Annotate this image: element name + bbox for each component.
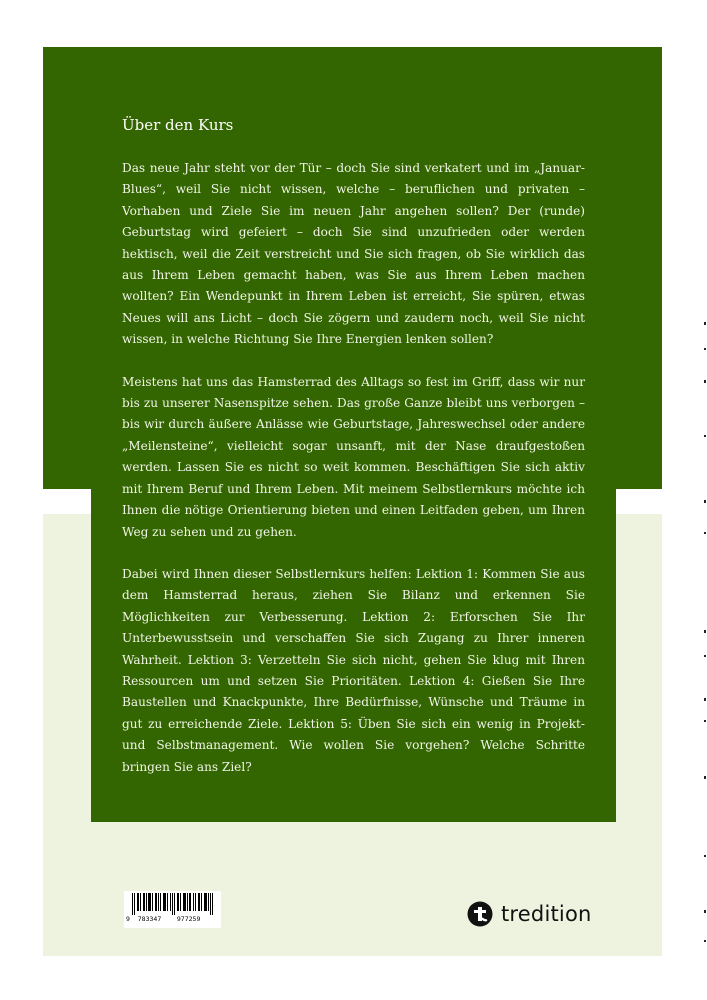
paragraph-1: Das neue Jahr steht vor der Tür – doch Sie sind verkatert und im „Januar-Blues“, weil Sie nicht wissen, welche – beruflichen und privaten – Vorhaben und Ziele Sie im neuen Jahr angehen sollen? Der (runde) Geburtstag wird gefeiert – doch Sie sind unzufrieden oder werden hektisch, weil die Zeit verstreicht und Sie sich fragen, ob Sie wirklich das aus Ihrem Leben gemacht haben, was Sie aus Ihrem Leben machen wollten? Ein Wendepunkt in Ihrem Leben ist erreicht, Sie spüren, etwas Neues will ans Licht – doch Sie zögern und zaudern noch, weil Sie nicht wissen, in welche Richtung Sie Ihre Energien lenken sollen? (122, 161, 585, 347)
tredition-logo-icon (467, 901, 493, 927)
barcode-group-2: 977259 (176, 915, 201, 923)
publisher-name: tredition (501, 902, 592, 926)
barcode-group-1: 783347 (137, 915, 162, 923)
paragraph-2: Meistens hat uns das Hamsterrad des Alltags so fest im Griff, dass wir nur bis zu unserer Nasenspitze sehen. Das große Ganze bleibt uns verborgen – bis wir durch äußere Anlässe wie Geburtstage, Jahreswechsel oder andere „Meilensteine“, vielleicht sogar unsanft, mit der Nase draufgestoßen werden. Lassen Sie es nicht so weit kommen. Beschäftigen Sie sich aktiv mit Ihrem Beruf und Ihrem Leben. Mit meinem Selbstlernkurs möchte ich Ihnen die nötige Orientierung bieten und einen Leitfaden geben, um Ihren Weg zu sehen und zu gehen. (122, 374, 585, 539)
barcode-prefix: 9 (126, 915, 130, 923)
page-edge-marks (700, 300, 707, 960)
publisher-brand (467, 900, 592, 928)
isbn-barcode (124, 891, 221, 928)
about-course-section (122, 116, 585, 799)
paragraph-3: Dabei wird Ihnen dieser Selbstlernkurs helfen: Lektion 1: Kommen Sie aus dem Hamsterrad heraus, ziehen Sie Bilanz und erkennen Sie Möglichkeiten zur Verbesserung. Lektion 2: Erforschen Sie Ihr Unterbewusstsein und verschaffen Sie sich Zugang zu Ihrer inneren Wahrheit. Lektion 3: Verzetteln Sie sich nicht, gehen Sie klug mit Ihren Ressourcen um und setzen Sie Prioritäten. Lektion 4: Gießen Sie Ihre Baustellen und Knackpunkte, Ihre Bedürfnisse, Wünsche und Träume in gut zu erreichende Ziele. Lektion 5: Üben Sie sich ein wenig in Projekt- und Selbstmanagement. Wie wollen Sie vorgehen? Welche Schritte bringen Sie ans Ziel? (122, 566, 585, 774)
section-title: Über den Kurs (122, 116, 234, 134)
barcode-bars-icon (132, 893, 216, 915)
